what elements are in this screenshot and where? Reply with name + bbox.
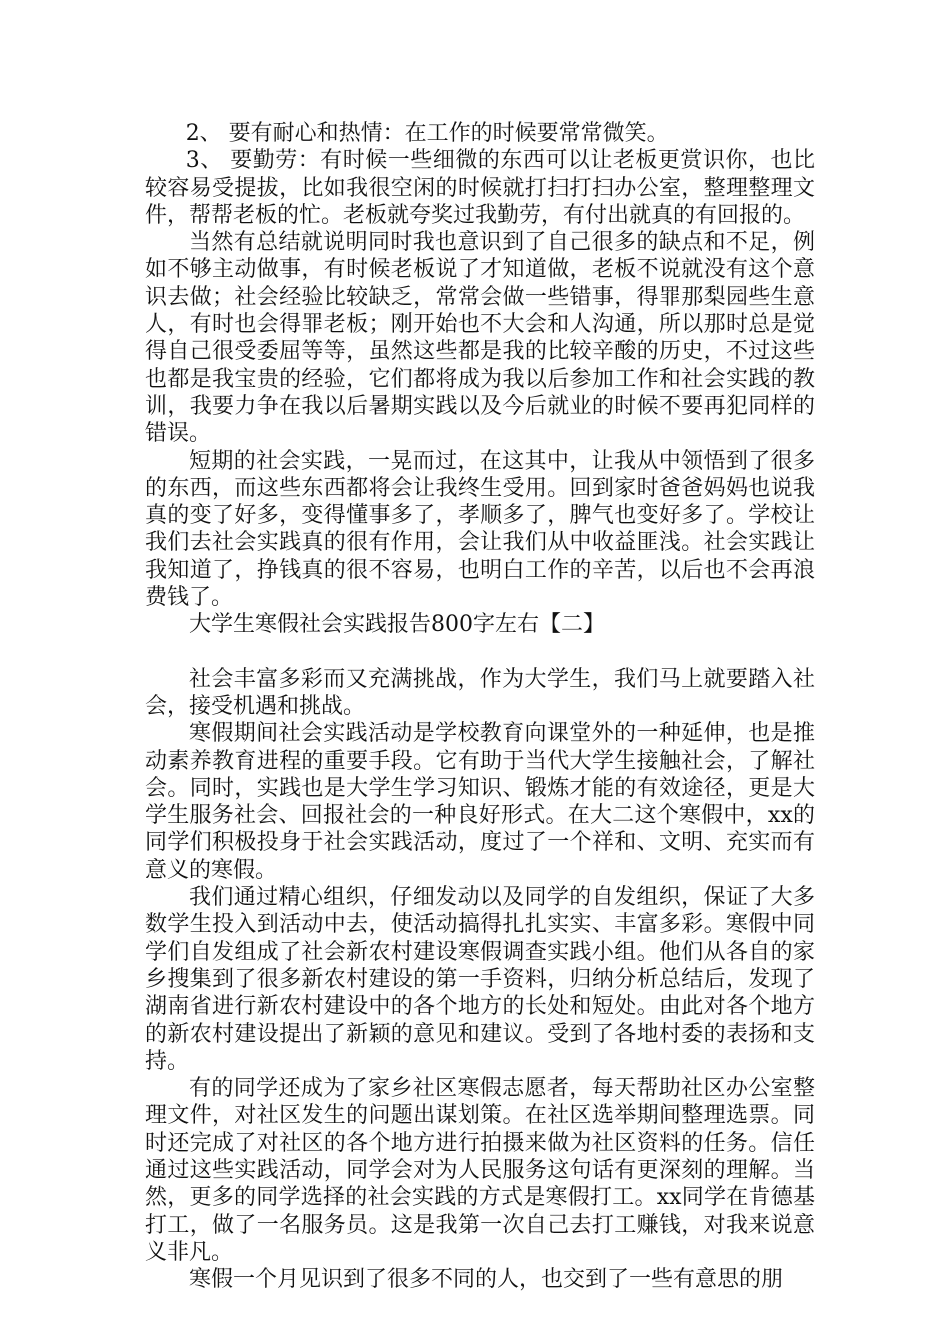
document-body xyxy=(145,120,815,1293)
blank-line xyxy=(145,639,815,666)
paragraph-volunteers: 有的同学还成为了家乡社区寒假志愿者，每天帮助社区办公室整理文件，对社区发生的问题出谋划策。在社区选举期间整理选票。同时还完成了对社区的各个地方进行拍摄来做为社区资料的任务。信任通过这些实践活动，同学会对为人民服务这句话有更深刻的理解。当然，更多的同学选择的社会实践的方式是寒假打工。xx同学在肯德基打工，做了一名服务员。这是我第一次自己去打工赚钱，对我来说意义非凡。 xyxy=(145,1076,815,1265)
section-heading: 大学生寒假社会实践报告800字左右【二】 xyxy=(189,612,605,638)
paragraph-organization: 我们通过精心组织，仔细发动以及同学的自发组织，保证了大多数学生投入到活动中去，使活动搞得扎扎实实、丰富多彩。寒假中同学们自发组成了社会新农村建设寒假调查实践小组。他们从各自的家乡搜集到了很多新农村建设的第一手资料，归纳分析总结后，发现了湖南省进行新农村建设中的各个地方的长处和短处。由此对各个地方的新农村建设提出了新颖的意见和建议。受到了各地村委的表扬和支持。 xyxy=(145,885,815,1074)
paragraph-society-intro: 社会丰富多彩而又充满挑战，作为大学生，我们马上就要踏入社会，接受机遇和挑战。 xyxy=(145,666,815,719)
list-item-patience: 2、 要有耐心和热情：在工作的时候要常常微笑。 xyxy=(185,121,669,146)
paragraph-short-practice: 短期的社会实践，一晃而过，在这其中，让我从中领悟到了很多的东西，而这些东西都将会让我终生受用。回到家时爸爸妈妈也说我真的变了好多，变得懂事多了，孝顺多了，脾气也变好多了。学校让我们去社会实践真的很有作用，会让我们从中收益匪浅。社会实践让我知道了，挣钱真的很不容易，也明白工作的辛苦，以后也不会再浪费钱了。 xyxy=(145,448,815,611)
paragraph-month-experience: 寒假一个月见识到了很多不同的人，也交到了一些有意思的朋 xyxy=(189,1267,784,1293)
paragraph-winter-activities: 寒假期间社会实践活动是学校教育向课堂外的一种延伸，也是推动素养教育进程的重要手段。它有助于当代大学生接触社会，了解社会。同时，实践也是大学生学习知识、锻炼才能的有效途径，更是大学生服务社会、回报社会的一种良好形式。在大二这个寒假中，xx的同学们积极投身于社会实践活动，度过了一个祥和、文明、充实而有意义的寒假。 xyxy=(145,721,815,883)
list-item-diligence: 3、 要勤劳：有时候一些细微的东西可以让老板更赏识你，也比较容易受提拔，比如我很空闲的时候就打扫打扫办公室，整理整理文件，帮帮老板的忙。老板就夸奖过我勤劳，有付出就真的有回报的。 xyxy=(145,148,815,228)
paragraph-shortcomings: 当然有总结就说明同时我也意识到了自己很多的缺点和不足，例如不够主动做事，有时候老板说了才知道做，老板不说就没有这个意识去做；社会经验比较缺乏，常常会做一些错事，得罪那梨园些生意人，有时也会得罪老板；刚开始也不大会和人沟通，所以那时总是觉得自己很受委屈等等，虽然这些都是我的比较辛酸的历史，不过这些也都是我宝贵的经验，它们都将成为我以后参加工作和社会实践的教训，我要力争在我以后暑期实践以及今后就业的时候不要再犯同样的错误。 xyxy=(145,230,815,447)
